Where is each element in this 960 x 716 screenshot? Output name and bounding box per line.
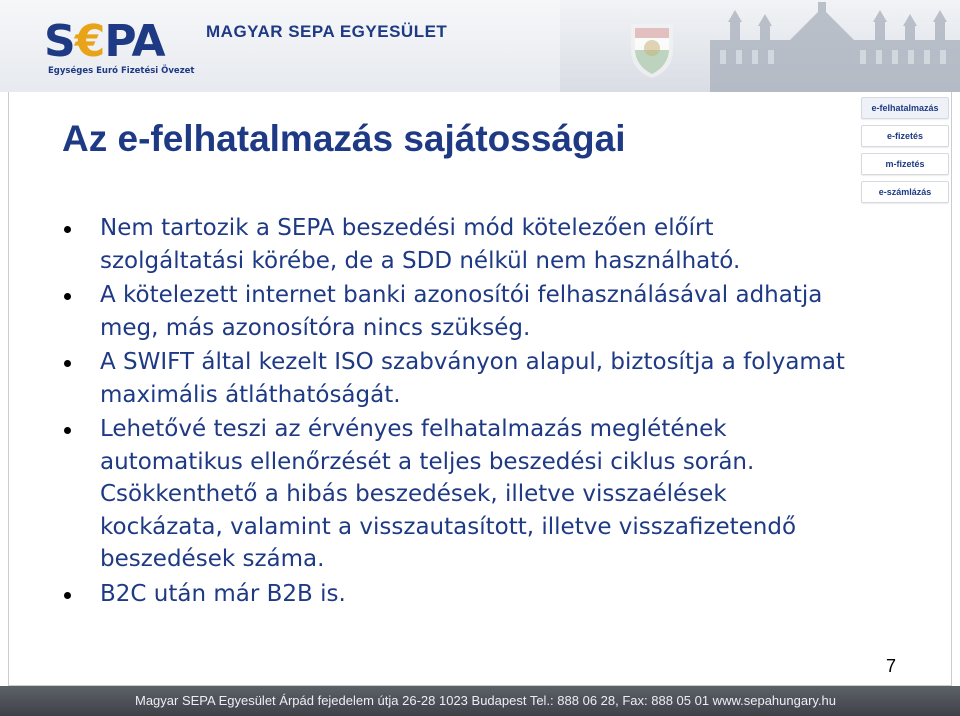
- nav-item-m-fizetes[interactable]: m-fizetés: [861, 153, 949, 175]
- footer-bar: [0, 686, 960, 716]
- bullet-item: [62, 346, 852, 411]
- side-navigation: [861, 97, 949, 209]
- bullet-dot-icon: [64, 293, 71, 300]
- slide-title: Az e-felhatalmazás sajátosságai: [62, 118, 626, 159]
- bullet-text: B2C után már B2B is.: [100, 580, 346, 607]
- logo-letters-pa: PA: [104, 16, 165, 67]
- bullet-dot-icon: [64, 226, 71, 233]
- parliament-skyline-icon: [560, 0, 960, 92]
- organization-name: MAGYAR SEPA EGYESÜLET: [206, 22, 448, 41]
- bullet-dot-icon: [64, 427, 71, 434]
- bullet-text: A SWIFT által kezelt ISO szabványon alapul, biztosítja a folyamat maximális átláthatóságát.: [100, 349, 845, 408]
- bullet-dot-icon: [64, 360, 71, 367]
- nav-item-e-szamlazas[interactable]: e-számlázás: [861, 181, 949, 203]
- page-number: 7: [886, 656, 897, 676]
- hungarian-flag-icon: [625, 20, 679, 80]
- logo-subtitle: Egységes Euró Fizetési Övezet: [48, 66, 195, 76]
- bullet-dot-icon: [64, 592, 71, 599]
- bullet-item: [62, 413, 852, 576]
- bullet-text: A kötelezett internet banki azonosítói felhasználásával adhatja meg, más azonosítóra nincs szükség.: [100, 282, 823, 341]
- bullet-item: [62, 212, 852, 277]
- sepa-logo: [44, 18, 194, 78]
- bullet-text: Nem tartozik a SEPA beszedési mód kötelezően előírt szolgáltatási körébe, de a SDD nélkül nem használható.: [100, 215, 741, 274]
- nav-item-e-felhatalmazas[interactable]: e-felhatalmazás: [861, 97, 949, 119]
- logo-euro-sign: €: [74, 16, 105, 67]
- header-band: [0, 0, 960, 92]
- footer-contact-text: Magyar SEPA Egyesület Árpád fejedelem útja 26-28 1023 Budapest Tel.: 888 06 28, Fax: 888 05 01 www.sepahungary.hu: [135, 693, 837, 708]
- logo-letter-s: S: [44, 16, 75, 67]
- bullet-list: [62, 212, 852, 610]
- sepa-logo-wordmark: [44, 18, 165, 66]
- bullet-item: [62, 578, 852, 611]
- nav-item-e-fizetes[interactable]: e-fizetés: [861, 125, 949, 147]
- bullet-text: Lehetővé teszi az érvényes felhatalmazás meglétének automatikus ellenőrzését a teljes beszedési ciklus során. Csökkenthető a hibás beszedések, illetve visszaélések kockázata, valamint a visszautasított, illetve visszafizetendő beszedések száma.: [100, 416, 797, 572]
- bullet-item: [62, 279, 852, 344]
